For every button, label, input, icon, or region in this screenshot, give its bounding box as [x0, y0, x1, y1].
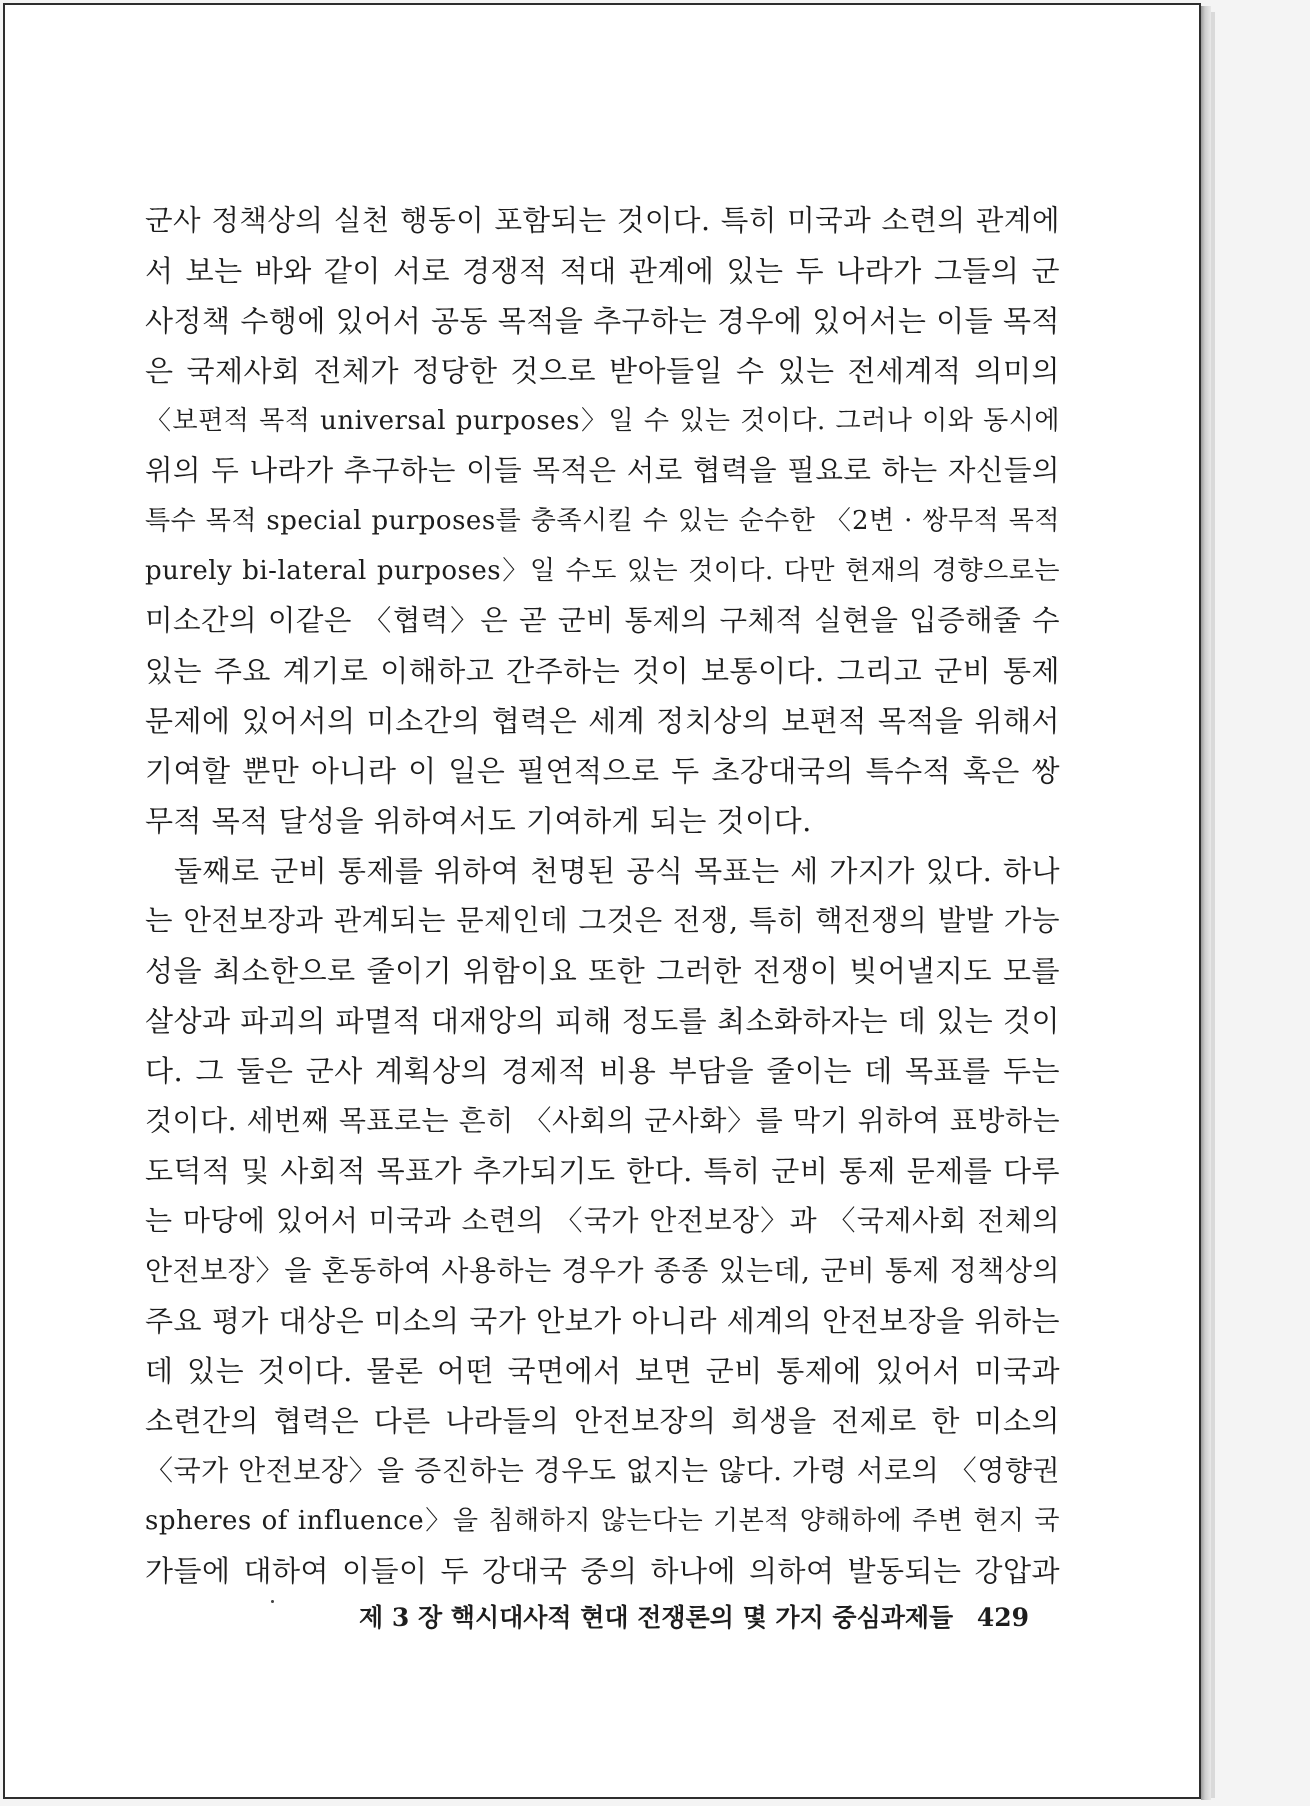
text-line: 특수 목적 special purposes를 충족시킬 수 있는 순수한 〈2변 · 쌍무적 목적: [145, 506, 1060, 536]
text-line: 살상과 파괴의 파멸적 대재앙의 피해 정도를 최소화하자는 데 있는 것이: [145, 1004, 1060, 1038]
text-line: 것이다. 세번째 목표로는 흔히 〈사회의 군사화〉를 막기 위하여 표방하는: [145, 1104, 1060, 1137]
text-line: 은 국제사회 전체가 정당한 것으로 받아들일 수 있는 전세계적 의미의: [145, 354, 1060, 388]
text-line: 소련간의 협력은 다른 나라들의 안전보장의 희생을 전제로 한 미소의: [145, 1404, 1060, 1438]
text-line: purely bi-lateral purposes〉일 수도 있는 것이다. 다만 현재의 경향으로는: [145, 556, 1060, 586]
scan-speck: [271, 1600, 274, 1603]
running-title: 제 3 장 핵시대사적 현대 전쟁론의 몇 가지 중심과제들: [359, 1603, 954, 1632]
text-line: 다. 그 둘은 군사 계획상의 경제적 비용 부담을 줄이는 데 목표를 두는: [145, 1054, 1060, 1088]
text-line: 도덕적 및 사회적 목표가 추가되기도 한다. 특히 군비 통제 문제를 다루: [145, 1154, 1060, 1188]
paragraph-start-line: 둘째로 군비 통제를 위하여 천명된 공식 목표는 세 가지가 있다. 하나: [174, 854, 1060, 888]
page-number: 429: [976, 1603, 1029, 1632]
text-line: 안전보장〉을 혼동하여 사용하는 경우가 종종 있는데, 군비 통제 정책상의: [145, 1254, 1060, 1287]
text-line: 위의 두 나라가 추구하는 이들 목적은 서로 협력을 필요로 하는 자신들의: [145, 454, 1060, 487]
text-line: 는 마당에 있어서 미국과 소련의 〈국가 안전보장〉과 〈국제사회 전체의: [145, 1204, 1060, 1237]
paragraph-end-line: 무적 목적 달성을 위하여서도 기여하게 되는 것이다.: [145, 804, 812, 838]
page-footer: [359, 1598, 1039, 1638]
text-line: 데 있는 것이다. 물론 어떤 국면에서 보면 군비 통제에 있어서 미국과: [145, 1354, 1060, 1388]
page-edge-shadow: [1211, 12, 1215, 1798]
text-line: 〈국가 안전보장〉을 증진하는 경우도 없지는 않다. 가령 서로의 〈영향권: [145, 1454, 1060, 1487]
text-line: 〈보편적 목적 universal purposes〉일 수 있는 것이다. 그러나 이와 동시에: [145, 406, 1060, 436]
page-edge-shadow: [1201, 6, 1211, 1800]
text-line: 주요 평가 대상은 미소의 국가 안보가 아니라 세계의 안전보장을 위하는: [145, 1304, 1060, 1338]
text-line: 문제에 있어서의 미소간의 협력은 세계 정치상의 보편적 목적을 위해서: [145, 704, 1060, 738]
text-line: spheres of influence〉을 침해하지 않는다는 기본적 양해하에 주변 현지 국: [145, 1506, 1060, 1536]
text-line: 는 안전보장과 관계되는 문제인데 그것은 전쟁, 특히 핵전쟁의 발발 가능: [145, 904, 1060, 937]
body-text: [145, 196, 1060, 1596]
text-line: 기여할 뿐만 아니라 이 일은 필연적으로 두 초강대국의 특수적 혹은 쌍: [145, 754, 1060, 788]
text-line: 서 보는 바와 같이 서로 경쟁적 적대 관계에 있는 두 나라가 그들의 군: [145, 254, 1060, 288]
text-line: 사정책 수행에 있어서 공동 목적을 추구하는 경우에 있어서는 이들 목적: [145, 304, 1060, 338]
book-page: [3, 3, 1201, 1799]
text-line: 군사 정책상의 실천 행동이 포함되는 것이다. 특히 미국과 소련의 관계에: [145, 204, 1060, 237]
text-line: 성을 최소한으로 줄이기 위함이요 또한 그러한 전쟁이 빚어낼지도 모를: [145, 954, 1060, 988]
text-line: 있는 주요 계기로 이해하고 간주하는 것이 보통이다. 그리고 군비 통제: [145, 654, 1060, 688]
text-line: 가들에 대하여 이들이 두 강대국 중의 하나에 의하여 발동되는 강압과: [145, 1554, 1060, 1588]
text-line: 미소간의 이같은 〈협력〉은 곧 군비 통제의 구체적 실현을 입증해줄 수: [145, 604, 1060, 637]
